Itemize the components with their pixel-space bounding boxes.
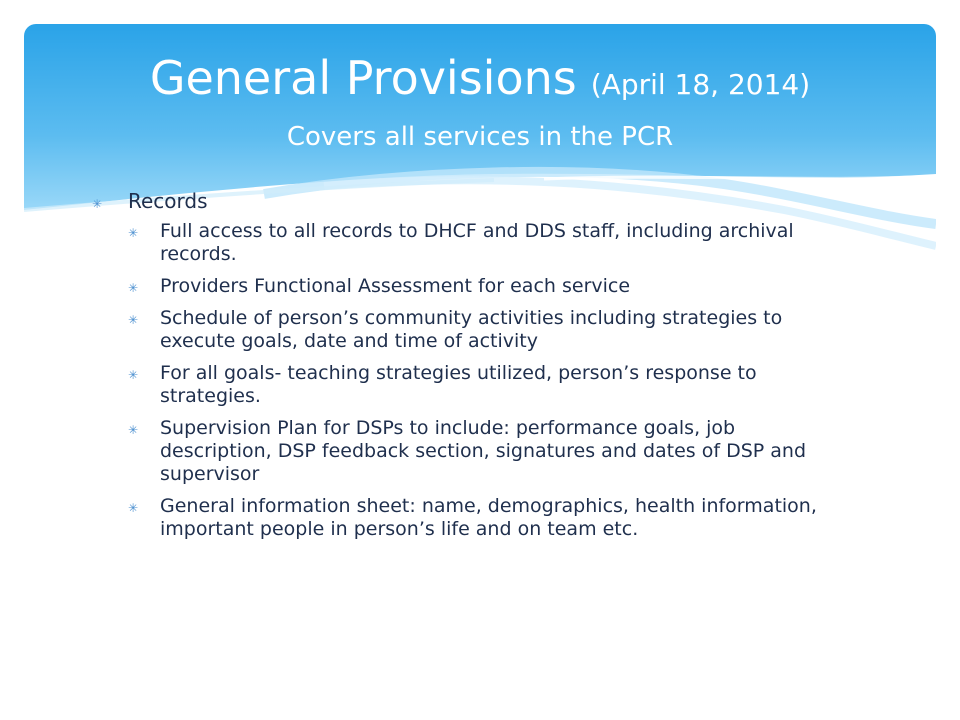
list-item-text: For all goals- teaching strategies utilized, person’s response to strategies. xyxy=(160,362,757,407)
asterisk-bullet-icon: ✳ xyxy=(92,197,103,211)
list-item xyxy=(128,220,852,266)
list-item-text: Full access to all records to DHCF and DDS staff, including archival records. xyxy=(160,220,794,265)
page-title xyxy=(24,48,936,115)
title-block xyxy=(24,48,936,159)
records-sub-list xyxy=(128,220,852,541)
list-heading-records xyxy=(92,186,852,216)
title-date: (April 18, 2014) xyxy=(590,68,811,101)
content-body xyxy=(92,186,852,550)
list-item xyxy=(128,495,852,541)
list-item-text: Providers Functional Assessment for each service xyxy=(160,275,631,297)
asterisk-bullet-icon: ✳ xyxy=(128,226,139,240)
page-subtitle: Covers all services in the PCR xyxy=(286,122,674,152)
list-item-text: Schedule of person’s community activities including strategies to execute goals, date and time of activity xyxy=(160,307,783,352)
list-item xyxy=(128,362,852,408)
records-heading: Records xyxy=(128,189,208,213)
list-item xyxy=(128,417,852,486)
title-main: General Provisions xyxy=(149,51,577,105)
asterisk-bullet-icon: ✳ xyxy=(128,281,139,295)
asterisk-bullet-icon: ✳ xyxy=(128,423,139,437)
asterisk-bullet-icon: ✳ xyxy=(128,313,139,327)
asterisk-bullet-icon: ✳ xyxy=(128,368,139,382)
list-item-text: General information sheet: name, demographics, health information, important people in person’s life and on team etc. xyxy=(160,495,817,540)
list-item-text: Supervision Plan for DSPs to include: performance goals, job description, DSP feedback section, signatures and dates of DSP and supervisor xyxy=(160,417,807,485)
list-item xyxy=(128,275,852,298)
asterisk-bullet-icon: ✳ xyxy=(128,501,139,515)
list-item xyxy=(128,307,852,353)
